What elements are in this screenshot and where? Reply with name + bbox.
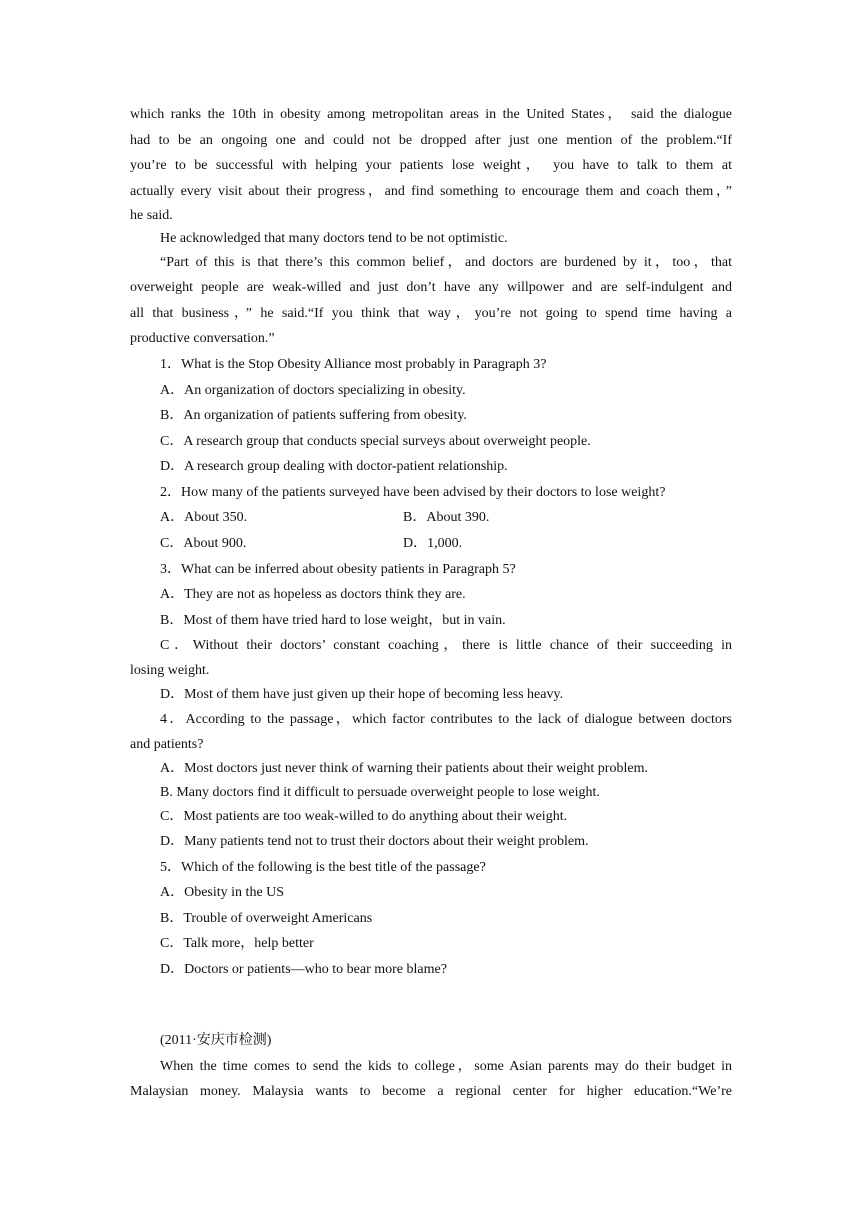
paragraph: He acknowledged that many doctors tend to be not optimistic.	[160, 231, 508, 246]
source-label: (2011·安庆市检测)	[160, 1033, 272, 1048]
q2-option-d: D．1,000.	[403, 536, 463, 551]
q3-option-c: C．Without their doctors’ constant coaching，there is little chance of their succeeding in	[160, 638, 732, 653]
q2-option-c: C．About 900.	[160, 536, 247, 551]
paragraph-line: overweight people are weak-willed and just don’t have any willpower and are self-indulgent and	[130, 280, 732, 295]
question-4-stem-cont: and patients?	[130, 737, 204, 752]
q4-option-c: C．Most patients are too weak-willed to do anything about their weight.	[160, 809, 568, 824]
passage-line: actually every visit about their progress，and find something to encourage them and coach them，”	[130, 184, 732, 199]
q4-option-b: B. Many doctors find it difficult to persuade overweight people to lose weight.	[160, 785, 600, 800]
q5-option-a: A．Obesity in the US	[160, 885, 285, 900]
q1-option-d: D．A research group dealing with doctor-patient relationship.	[160, 459, 508, 474]
passage-line: you’re to be successful with helping your patients lose weight， you have to talk to them at	[130, 158, 732, 173]
q5-option-b: B．Trouble of overweight Americans	[160, 911, 373, 926]
paragraph-line: productive conversation.”	[130, 331, 275, 346]
question-2-stem: 2．How many of the patients surveyed have been advised by their doctors to lose weight?	[160, 485, 666, 500]
passage-line: When the time comes to send the kids to college，some Asian parents may do their budget in	[160, 1059, 732, 1074]
q2-option-b: B．About 390.	[403, 510, 490, 525]
q3-option-c-cont: losing weight.	[130, 663, 210, 678]
question-4-stem: 4．According to the passage，which factor contributes to the lack of dialogue between doctors	[160, 712, 732, 727]
q5-option-d: D．Doctors or patients—who to bear more blame?	[160, 962, 447, 977]
q4-option-a: A．Most doctors just never think of warning their patients about their weight problem.	[160, 761, 648, 776]
q3-option-d: D．Most of them have just given up their hope of becoming less heavy.	[160, 687, 564, 702]
passage-line: Malaysian money. Malaysia wants to become a regional center for higher education.“We’re	[130, 1084, 732, 1099]
question-3-stem: 3．What can be inferred about obesity patients in Paragraph 5?	[160, 562, 516, 577]
q5-option-c: C．Talk more，help better	[160, 936, 314, 951]
paragraph-line: all that business，” he said.“If you think that way，you’re not going to spend time having a	[130, 306, 732, 321]
q1-option-b: B．An organization of patients suffering from obesity.	[160, 408, 467, 423]
q3-option-b: B．Most of them have tried hard to lose weight，but in vain.	[160, 613, 506, 628]
paragraph-line: “Part of this is that there’s this common belief，and doctors are burdened by it，too，that	[160, 255, 732, 270]
question-5-stem: 5．Which of the following is the best title of the passage?	[160, 860, 486, 875]
passage-line: he said.	[130, 208, 173, 223]
q2-option-a: A．About 350.	[160, 510, 248, 525]
q1-option-a: A．An organization of doctors specializing in obesity.	[160, 383, 466, 398]
passage-line: had to be an ongoing one and could not be dropped after just one mention of the problem.“If	[130, 133, 732, 148]
passage-line: which ranks the 10th in obesity among metropolitan areas in the United States， said the dialogue	[130, 107, 732, 122]
question-1-stem: 1．What is the Stop Obesity Alliance most probably in Paragraph 3?	[160, 357, 547, 372]
q1-option-c: C．A research group that conducts special surveys about overweight people.	[160, 434, 591, 449]
q4-option-d: D．Many patients tend not to trust their doctors about their weight problem.	[160, 834, 589, 849]
q3-option-a: A．They are not as hopeless as doctors think they are.	[160, 587, 466, 602]
